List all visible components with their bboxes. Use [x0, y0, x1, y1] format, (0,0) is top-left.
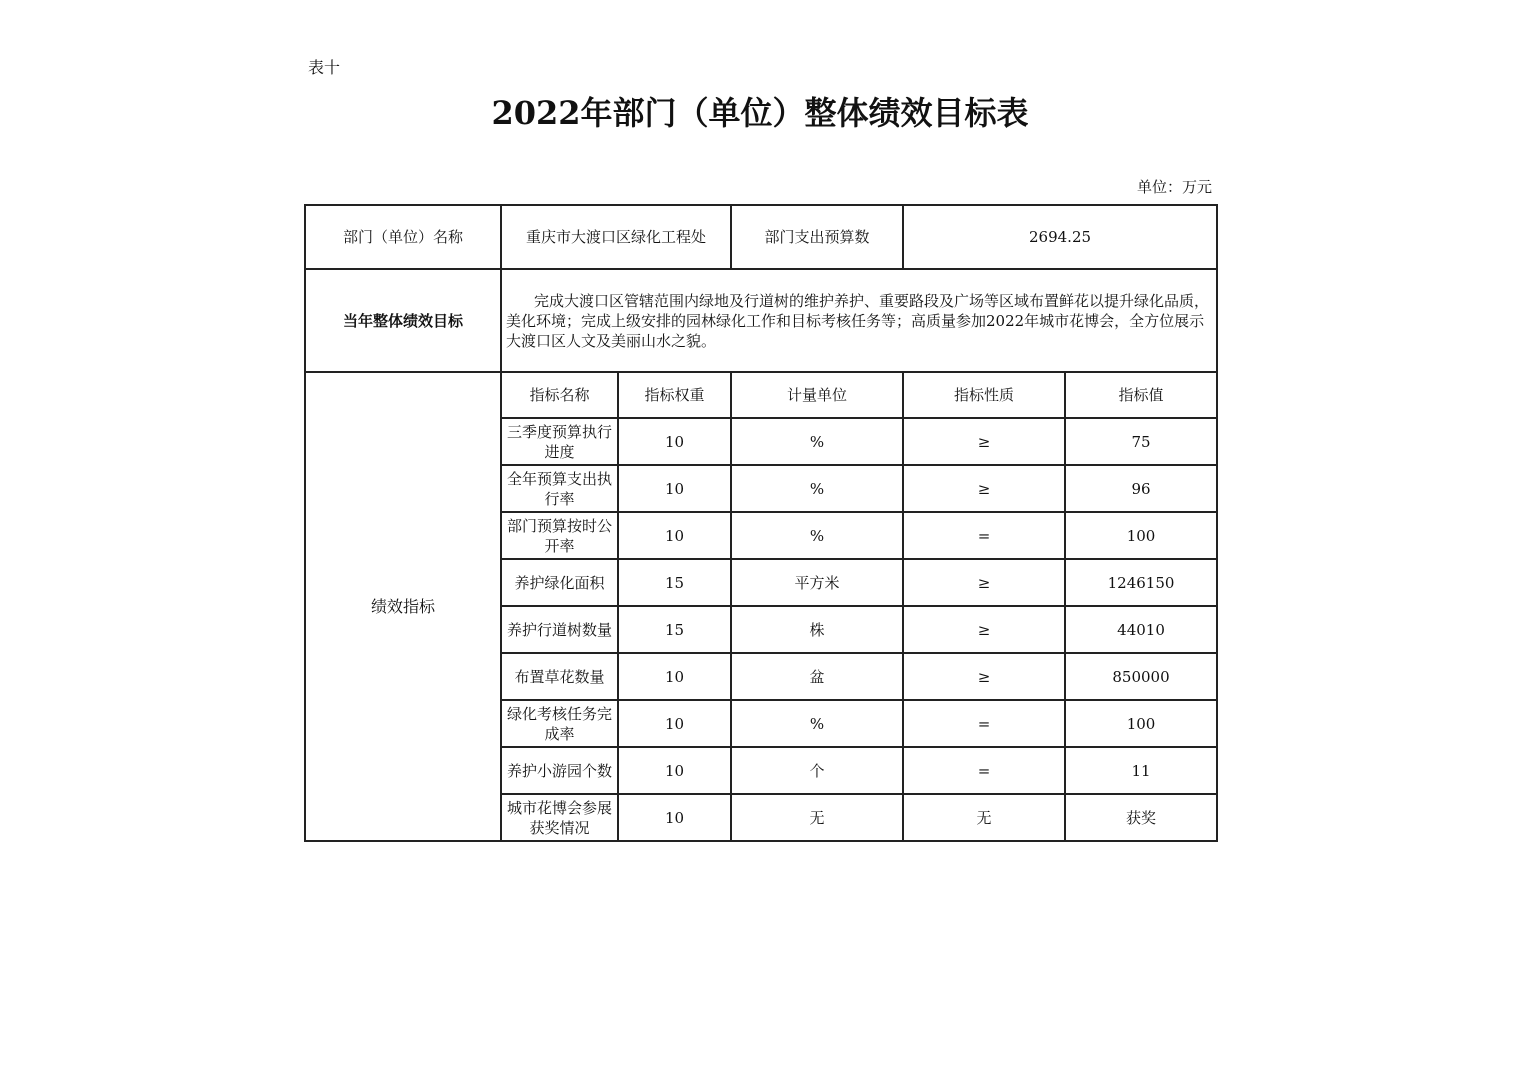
indicator-nature: ≥: [903, 606, 1065, 653]
indicator-unit: 盆: [731, 653, 903, 700]
indicator-nature: =: [903, 700, 1065, 747]
indicator-unit: 无: [731, 794, 903, 841]
indicator-nature: =: [903, 747, 1065, 794]
indicator-name: 三季度预算执行进度: [501, 418, 618, 465]
column-header-row: [305, 372, 1217, 418]
indicator-value: 96: [1065, 465, 1217, 512]
indicator-name: 养护行道树数量: [501, 606, 618, 653]
indicator-value: 获奖: [1065, 794, 1217, 841]
indicator-value: 100: [1065, 700, 1217, 747]
indicator-weight: 10: [618, 700, 731, 747]
goal-label: 当年整体绩效目标: [305, 269, 501, 372]
indicator-weight: 10: [618, 747, 731, 794]
indicator-value: 75: [1065, 418, 1217, 465]
indicator-weight: 10: [618, 794, 731, 841]
col-header-value: 指标值: [1065, 372, 1217, 418]
indicator-nature: 无: [903, 794, 1065, 841]
indicator-weight: 10: [618, 512, 731, 559]
indicator-section-label: 绩效指标: [305, 372, 501, 841]
col-header-unit: 计量单位: [731, 372, 903, 418]
indicator-unit: %: [731, 512, 903, 559]
indicator-weight: 10: [618, 418, 731, 465]
indicator-unit: 平方米: [731, 559, 903, 606]
indicator-name: 养护绿化面积: [501, 559, 618, 606]
unit-note: 单位：万元: [1136, 178, 1212, 196]
indicator-weight: 15: [618, 606, 731, 653]
indicator-value: 1246150: [1065, 559, 1217, 606]
indicator-unit: 株: [731, 606, 903, 653]
indicator-unit: %: [731, 418, 903, 465]
indicator-nature: ≥: [903, 559, 1065, 606]
indicator-value: 850000: [1065, 653, 1217, 700]
goal-text-cell: [501, 269, 1217, 372]
goal-text: 完成大渡口区管辖范围内绿地及行道树的维护养护、重要路段及广场等区域布置鲜花以提升绿化品质，美化环境；完成上级安排的园林绿化工作和目标考核任务等；高质量参加2022年城市花博会，全方位展示大渡口区人文及美丽山水之貌。: [506, 291, 1210, 350]
budget-value: 2694.25: [903, 205, 1217, 269]
indicator-nature: ≥: [903, 418, 1065, 465]
budget-label: 部门支出预算数: [731, 205, 903, 269]
table-label: 表十: [308, 58, 341, 77]
indicator-weight: 15: [618, 559, 731, 606]
col-header-nature: 指标性质: [903, 372, 1065, 418]
indicator-name: 部门预算按时公开率: [501, 512, 618, 559]
indicator-nature: =: [903, 512, 1065, 559]
performance-table: [304, 204, 1218, 842]
indicator-nature: ≥: [903, 653, 1065, 700]
page-title: 2022年部门（单位）整体绩效目标表: [491, 94, 1029, 132]
info-row: [305, 205, 1217, 269]
goal-row: [305, 269, 1217, 372]
dept-name: 重庆市大渡口区绿化工程处: [501, 205, 731, 269]
indicator-value: 44010: [1065, 606, 1217, 653]
col-header-weight: 指标权重: [618, 372, 731, 418]
indicator-unit: %: [731, 700, 903, 747]
indicator-name: 养护小游园个数: [501, 747, 618, 794]
indicator-weight: 10: [618, 465, 731, 512]
indicator-value: 11: [1065, 747, 1217, 794]
indicator-name: 布置草花数量: [501, 653, 618, 700]
indicator-unit: 个: [731, 747, 903, 794]
indicator-name: 绿化考核任务完成率: [501, 700, 618, 747]
indicator-nature: ≥: [903, 465, 1065, 512]
indicator-name: 全年预算支出执行率: [501, 465, 618, 512]
dept-label: 部门（单位）名称: [305, 205, 501, 269]
indicator-value: 100: [1065, 512, 1217, 559]
indicator-name: 城市花博会参展获奖情况: [501, 794, 618, 841]
indicator-weight: 10: [618, 653, 731, 700]
col-header-name: 指标名称: [501, 372, 618, 418]
indicator-unit: %: [731, 465, 903, 512]
